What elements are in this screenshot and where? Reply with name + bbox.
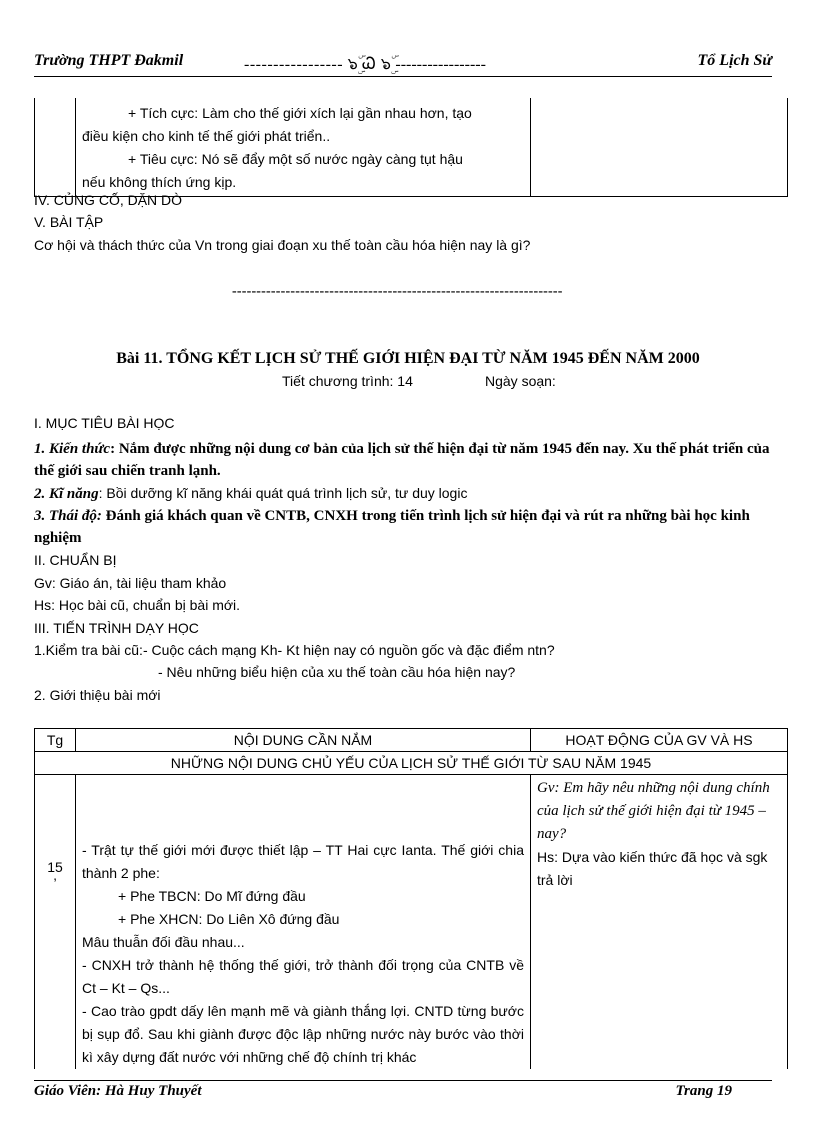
exercise-question: Cơ hội và thách thức của Vn trong giai đoạn xu thế toàn cầu hóa hiện nay là gì?	[34, 237, 531, 253]
section-separator: --------------------------------------------------------------------	[232, 284, 563, 299]
col-header-content: NỘI DUNG CẦN NẮM	[76, 729, 531, 752]
activity-cell	[531, 775, 788, 1070]
lesson-period: Tiết chương trình: 14	[282, 373, 413, 389]
page-header	[34, 52, 772, 74]
previous-table-tg-cell	[35, 98, 76, 197]
preparation-gv: Gv: Giáo án, tài liệu tham khảo	[34, 575, 227, 591]
skill-label: 2. Kĩ năng	[34, 486, 99, 502]
time-value: 15	[47, 859, 63, 875]
lesson-table	[34, 728, 788, 1069]
old-lesson-check-1: 1.Kiểm tra bài cũ:- Cuộc cách mạng Kh- Kt hiện nay có nguồn gốc và đặc điểm ntn?	[34, 642, 555, 658]
objectives-heading: I. MỤC TIÊU BÀI HỌC	[34, 415, 175, 431]
department-name: Tổ Lịch Sử	[697, 52, 772, 69]
previous-table	[34, 98, 788, 197]
skill-text: : Bồi dưỡng kĩ năng khái quát quá trình lịch sử, tư duy logic	[98, 485, 468, 501]
content-cell	[76, 775, 531, 1070]
footer-rule	[34, 1080, 772, 1081]
content-line: - Trật tự thế giới mới được thiết lập – TT Hai cực Ianta. Thế giới chia thành 2 phe:	[82, 842, 524, 881]
process-heading: III. TIẾN TRÌNH DẠY HỌC	[34, 620, 199, 636]
section-v-heading: V. BÀI TẬP	[34, 214, 104, 230]
positive-line-cont: điều kiện cho kinh tế thế giới phát triển..	[82, 128, 331, 144]
time-mark: ’	[53, 875, 57, 891]
teacher-name: Giáo Viên: Hà Huy Thuyết	[34, 1083, 202, 1099]
header-divider: ----------------- ๖ۣۜ Ꮗ ๖ۣۜ -----------------	[244, 56, 486, 73]
col-header-tg: Tg	[35, 729, 76, 752]
old-lesson-check-2: - Nêu những biểu hiện của xu thế toàn cầu hóa hiện nay?	[158, 664, 516, 680]
page-number: Trang 19	[675, 1083, 732, 1099]
previous-table-content-cell	[76, 98, 531, 197]
content-line: Mâu thuẫn đối đầu nhau...	[82, 934, 245, 950]
preparation-hs: Hs: Học bài cũ, chuẩn bị bài mới.	[34, 597, 241, 613]
negative-line-cont: nếu không thích ứng kịp.	[82, 174, 237, 190]
activity-answer: Hs: Dựa vào kiến thức đã học và sgk trả lời	[537, 849, 768, 888]
activity-question: Gv: Em hãy nêu những nội dung chính của lịch sử thế giới hiện đại từ 1945 – nay?	[537, 780, 770, 842]
attitude-objective	[34, 505, 780, 549]
header-rule	[34, 76, 772, 77]
attitude-text: Đánh giá khách quan về CNTB, CNXH trong tiến trình lịch sử hiện đại và rút ra những bài học kinh nghiệm	[34, 508, 750, 546]
knowledge-label: 1. Kiến thức	[34, 441, 111, 457]
knowledge-objective	[34, 438, 780, 482]
section-iv-heading: IV. CỦNG CỐ, DẶN DÒ	[34, 192, 183, 208]
new-lesson-intro: 2. Giới thiệu bài mới	[34, 687, 161, 703]
section-title-row: NHỮNG NỘI DUNG CHỦ YẾU CỦA LỊCH SỬ THẾ GIỚI TỪ SAU NĂM 1945	[35, 752, 788, 775]
knowledge-text: : Nắm được những nội dung cơ bản của lịch sử thế hiện đại từ năm 1945 đến nay. Xu thế phát triển của thế giới sau chiến tranh lạnh.	[34, 441, 770, 479]
preparation-heading: II. CHUẨN BỊ	[34, 552, 117, 568]
time-cell	[35, 775, 76, 1070]
col-header-activity: HOẠT ĐỘNG CỦA GV VÀ HS	[531, 729, 788, 752]
positive-line: + Tích cực: Làm cho thế giới xích lại gần nhau hơn, tạo	[128, 105, 472, 121]
negative-line: + Tiêu cực: Nó sẽ đẩy một số nước ngày càng tụt hậu	[128, 151, 463, 167]
content-line: - CNXH trở thành hệ thống thế giới, trở thành đối trọng của CNTB về Ct – Kt – Qs...	[82, 957, 524, 996]
school-name: Trường THPT Đakmil	[34, 52, 184, 69]
lesson-date: Ngày soạn:	[485, 373, 556, 389]
content-line: + Phe TBCN: Do Mĩ đứng đầu	[118, 888, 306, 904]
lesson-title: Bài 11. TỔNG KẾT LỊCH SỬ THẾ GIỚI HIỆN ĐẠI TỪ NĂM 1945 ĐẾN NĂM 2000	[116, 350, 700, 367]
content-line: - Cao trào gpdt dấy lên mạnh mẽ và giành thắng lợi. CNTD từng bước bị sụp đổ. Sau khi giành được độc lập những nước này bước vào thời kì xây dựng đất nước với những chế độ chính trị khác	[82, 1003, 524, 1065]
content-line: + Phe XHCN: Do Liên Xô đứng đầu	[118, 911, 340, 927]
attitude-label: 3. Thái độ:	[34, 508, 102, 524]
previous-table-activity-cell	[531, 98, 788, 197]
skill-objective	[34, 482, 780, 505]
